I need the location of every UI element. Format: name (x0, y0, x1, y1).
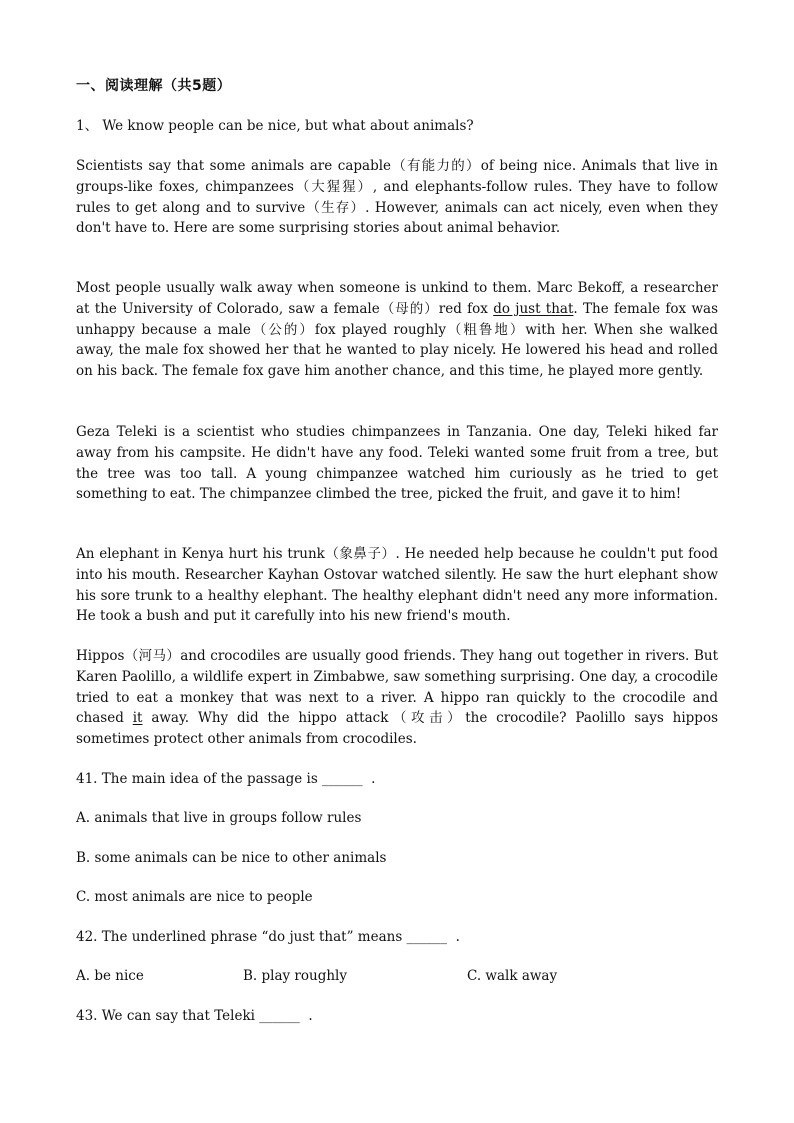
underlined-phrase-do-just-that: do just that (493, 300, 574, 317)
paragraph-2-text-before: Most people usually walk away when someone is unkind to them. Marc Bekoff, a researcher at the University of Colorado, saw a female（母的）red fox (76, 280, 718, 317)
section-title: 一、阅读理解（共5题） (76, 78, 232, 94)
question-42: 42. The underlined phrase “do just that” means ______ . (76, 929, 460, 945)
question-42-option-c: C. walk away (467, 968, 558, 984)
passage-paragraph-4: An elephant in Kenya hurt his trunk（象鼻子）. He needed help because he couldn't put food into his mouth. Researcher Kayhan Ostovar watched silently. He saw the hurt elephant show his sore trunk to a healthy elephant. The healthy elephant didn't need any more information. He took a bush and put it carefully into his new friend's mouth. (76, 546, 718, 625)
paragraph-5-text-before: Hippos（河马）and crocodiles are usually good friends. They hang out together in rivers. But Karen Paolillo, a wildlife expert in Zimbabwe, saw something surprising. One day, a crocodile tried to eat a monkey that was next to a river. A hippo ran quickly to the crocodile and chased (76, 648, 718, 727)
passage-paragraph-3: Geza Teleki is a scientist who studies chimpanzees in Tanzania. One day, Teleki hiked far away from his campsite. He didn't have any food. Teleki wanted some fruit from a tree, but the tree was too tall. A young chimpanzee watched him curiously as he tried to get something to eat. The chimpanzee climbed the tree, picked the fruit, and gave it to him! (76, 424, 718, 503)
question-41: 41. The main idea of the passage is ______ . (76, 771, 376, 787)
paragraph-2-text-after: . The female fox was unhappy because a male（公的）fox played roughly（粗鲁地）with her. When she walked away, the male fox showed her that he wanted to play nicely. He lowered his head and rolled on his back. The female fox gave him another chance, and this time, he played more gently. (76, 300, 718, 380)
paragraph-5-text-after: away. Why did the hippo attack（攻击）the crocodile? Paolillo says hippos sometimes protect other animals from crocodiles. (76, 710, 718, 748)
passage-paragraph-2 (76, 278, 718, 382)
underlined-word-it: it (132, 710, 143, 727)
question-41-option-b: B. some animals can be nice to other animals (76, 850, 387, 866)
question-42-option-a: A. be nice (76, 968, 144, 984)
passage-paragraph-1: Scientists say that some animals are capable（有能力的）of being nice. Animals that live in groups-like foxes, chimpanzees（大猩猩）, and elephants-follow rules. They have to follow rules to get along and to survive（生存）. However, animals can act nicely, even when they don't have to. Here are some surprising stories about animal behavior. (76, 158, 718, 237)
question-42-options (76, 966, 718, 986)
passage-paragraph-5 (76, 646, 718, 750)
question-intro: 1、 We know people can be nice, but what about animals? (76, 118, 474, 134)
question-41-option-c: C. most animals are nice to people (76, 889, 313, 905)
question-41-option-a: A. animals that live in groups follow rules (76, 810, 362, 826)
question-43: 43. We can say that Teleki ______ . (76, 1008, 313, 1024)
question-42-option-b: B. play roughly (243, 968, 347, 984)
